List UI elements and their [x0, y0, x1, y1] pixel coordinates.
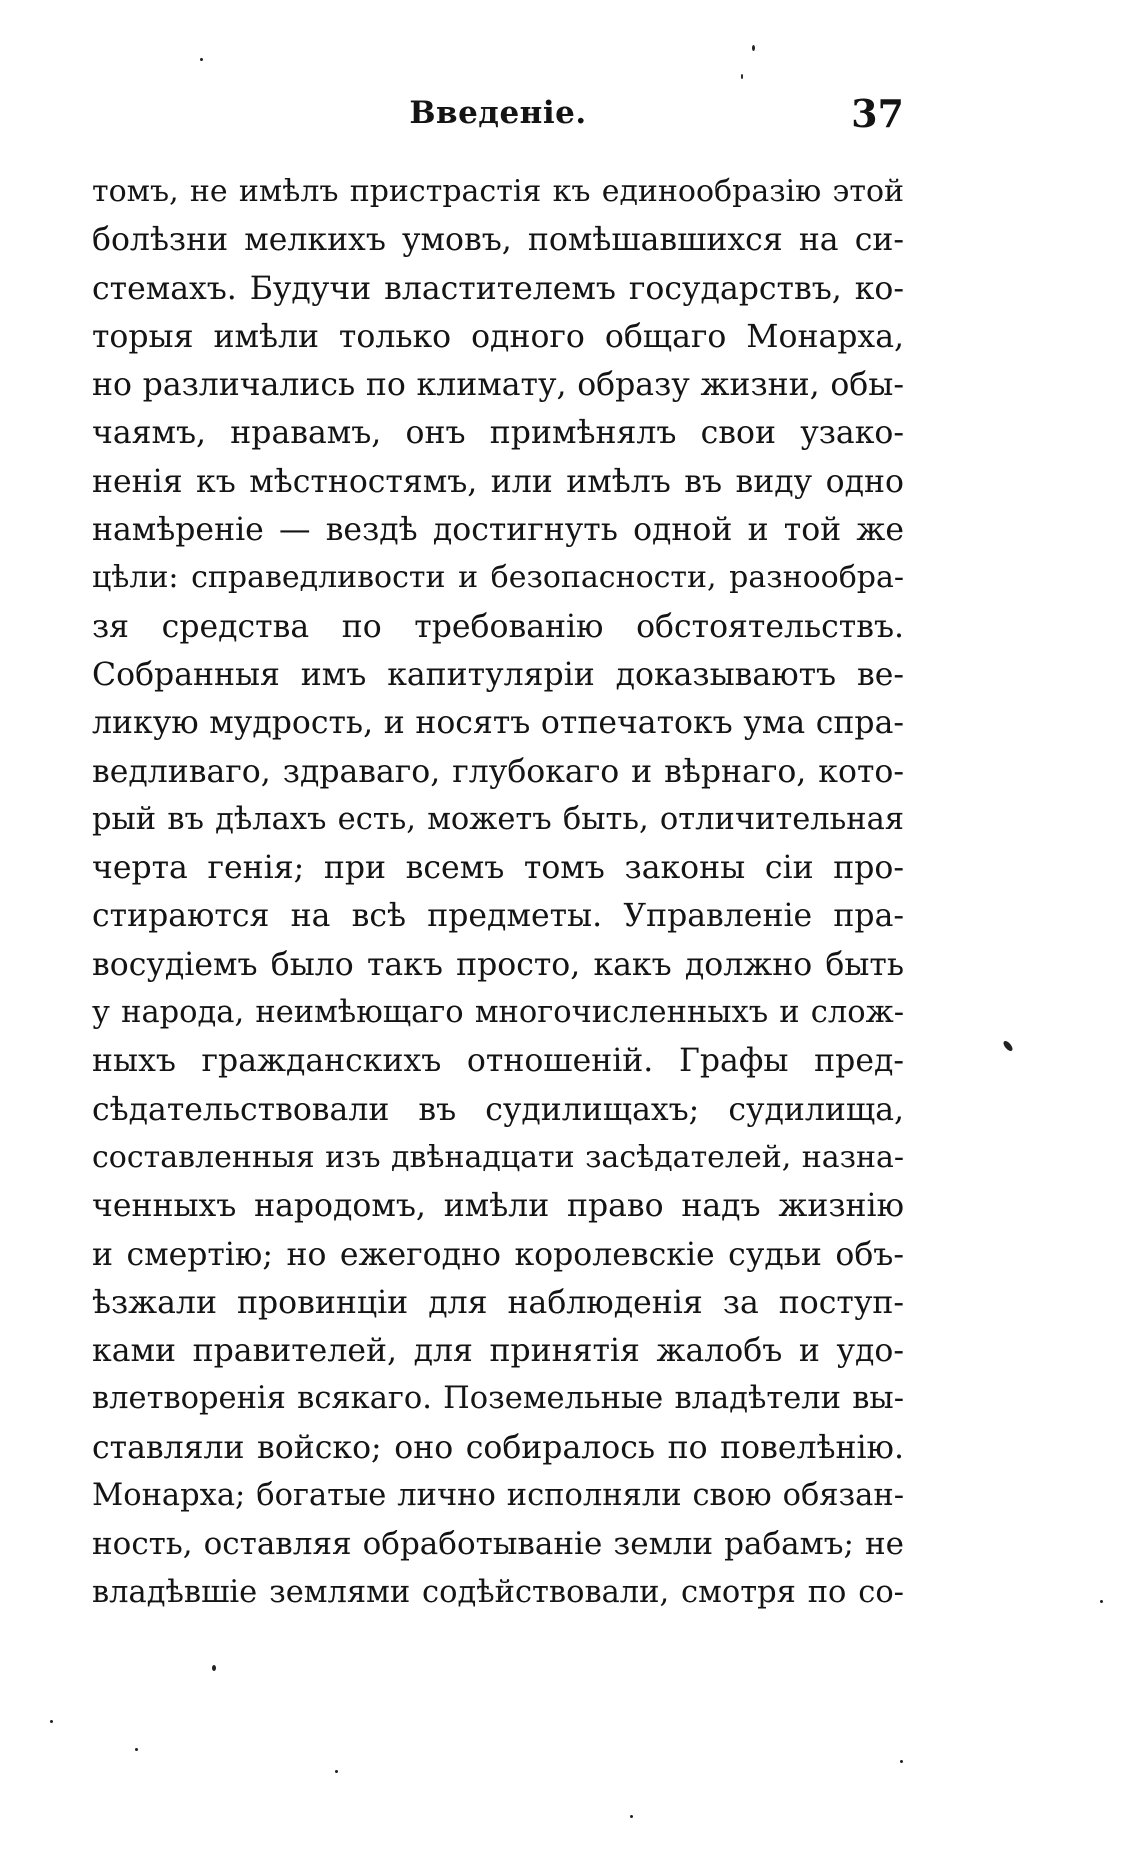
scan-speck — [1100, 1600, 1103, 1603]
text-line: сѣдательствовали въ судилищахъ; судилища, — [92, 1091, 904, 1128]
text-line: чаямъ, нравамъ, онъ примѣнялъ свои узако- — [92, 415, 904, 452]
text-line: стемахъ. Будучи властителемъ государствъ, ко- — [92, 270, 904, 307]
text-line: владѣвшіе землями содѣйствовали, смотря по со- — [92, 1574, 904, 1610]
scan-speck — [50, 1720, 53, 1723]
scan-speck — [741, 74, 743, 79]
scan-speck — [630, 1815, 633, 1818]
text-line: зя средства по требованію обстоятельствъ. — [92, 608, 904, 645]
running-head — [92, 91, 904, 145]
text-line: ѣзжали провинціи для наблюденія за поступ- — [92, 1284, 904, 1321]
text-line: ликую мудрость, и носятъ отпечатокъ ума спра- — [92, 705, 904, 742]
text-line: влетворенія всякаго. Поземельные владѣтели вы- — [92, 1381, 904, 1417]
text-line: Монарха; богатые лично исполняли свою обязан- — [92, 1478, 904, 1514]
scan-speck — [900, 1760, 903, 1763]
text-line: ненія къ мѣстностямъ, или имѣлъ въ виду одно — [92, 463, 904, 500]
text-line: ность, оставляя обработываніе земли рабамъ; не — [92, 1526, 904, 1563]
text-line: черта генія; при всемъ томъ законы сіи про- — [92, 850, 904, 887]
scan-speck — [135, 1748, 138, 1751]
text-line: цѣли: справедливости и безопасности, разнообра- — [92, 560, 904, 596]
text-line: составленныя изъ двѣнадцати засѣдателей, назна- — [92, 1139, 904, 1175]
text-line: ченныхъ народомъ, имѣли право надъ жизнію — [92, 1188, 904, 1225]
text-line: ставляли войско; оно собиралось по повелѣнію. — [92, 1429, 904, 1466]
page-number: 37 — [851, 91, 904, 136]
scan-speck — [212, 1665, 216, 1671]
text-line: болѣзни мелкихъ умовъ, помѣшавшихся на си- — [92, 222, 904, 259]
text-line: намѣреніе — вездѣ достигнуть одной и той же — [92, 512, 904, 549]
text-line: Собранныя имъ капитуляріи доказываютъ ве- — [92, 656, 904, 693]
text-line: томъ, не имѣлъ пристрастія къ единообразію этой — [92, 174, 904, 209]
text-line: стираются на всѣ предметы. Управленіе пра- — [92, 898, 904, 935]
scan-speck — [1002, 1039, 1014, 1052]
scan-speck — [200, 58, 203, 61]
text-line: ками правителей, для принятія жалобъ и удо- — [92, 1333, 904, 1370]
text-line: торыя имѣли только одного общаго Монарха, — [92, 318, 904, 355]
scan-speck — [752, 45, 755, 51]
body-text — [92, 168, 904, 1617]
running-head-title: Введеніе. — [409, 95, 587, 131]
text-line: рый въ дѣлахъ есть, можетъ быть, отличительная — [92, 801, 904, 837]
text-line: ведливаго, здраваго, глубокаго и вѣрнаго, кото- — [92, 753, 904, 790]
text-line: ныхъ гражданскихъ отношеній. Графы пред- — [92, 1043, 904, 1080]
scan-speck — [335, 1770, 338, 1773]
text-line: и смертію; но ежегодно королевскіе судьи объ- — [92, 1236, 904, 1273]
text-line: восудіемъ было такъ просто, какъ должно быть — [92, 946, 904, 983]
text-line: у народа, неимѣющаго многочисленныхъ и слож- — [92, 995, 904, 1031]
text-line: но различались по климату, образу жизни, обы- — [92, 367, 904, 404]
